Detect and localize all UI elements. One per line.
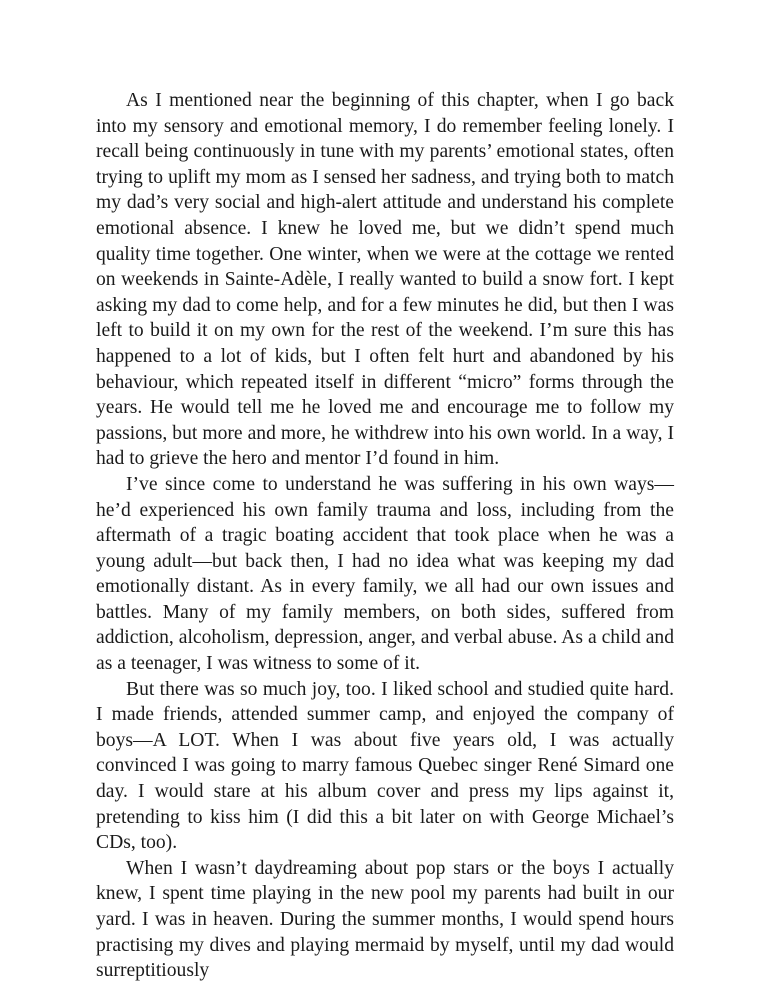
body-text — [96, 88, 674, 984]
paragraph-2: I’ve since come to understand he was suffering in his own ways—he’d experienced his own family trauma and loss, including from the aftermath of a tragic boating accident that took place when he was a young adult—but back then, I had no idea what was keeping my dad emotionally distant. As in every family, we all had our own issues and battles. Many of my family members, on both sides, suffered from addiction, alcoholism, depression, anger, and verbal abuse. As a child and as a teenager, I was witness to some of it. — [96, 473, 674, 675]
paragraph-1: As I mentioned near the beginning of this chapter, when I go back into my sensory and emotional memory, I do remember feeling lonely. I recall being continuously in tune with my parents’ emotional states, often trying to uplift my mom as I sensed her sadness, and trying both to match my dad’s very social and high-alert attitude and understand his complete emotional absence. I knew he loved me, but we didn’t spend much quality time together. One winter, when we were at the cottage we rented on weekends in Sainte-Adèle, I really wanted to build a snow fort. I kept asking my dad to come help, and for a few minutes he did, but then I was left to build it on my own for the rest of the weekend. I’m sure this has happened to a lot of kids, but I often felt hurt and abandoned by his behaviour, which repeated itself in different “micro” forms through the years. He would tell me he loved me and encourage me to follow my passions, but more and more, he withdrew into his own world. In a way, I had to grieve the hero and mentor I’d found in him. — [96, 90, 674, 470]
paragraph-3: But there was so much joy, too. I liked school and studied quite hard. I made friends, attended summer camp, and enjoyed the company of boys—A LOT. When I was about five years old, I was actually convinced I was going to marry famous Quebec singer René Simard one day. I would stare at his album cover and press my lips against it, pretending to kiss him (I did this a bit later on with George Michael’s CDs, too). — [96, 678, 674, 854]
paragraph-4: When I wasn’t daydreaming about pop stars or the boys I actually knew, I spent time playing in the new pool my parents had built in our yard. I was in heaven. During the summer months, I would spend hours practising my dives and playing mermaid by myself, until my dad would surreptitiously — [96, 857, 674, 982]
